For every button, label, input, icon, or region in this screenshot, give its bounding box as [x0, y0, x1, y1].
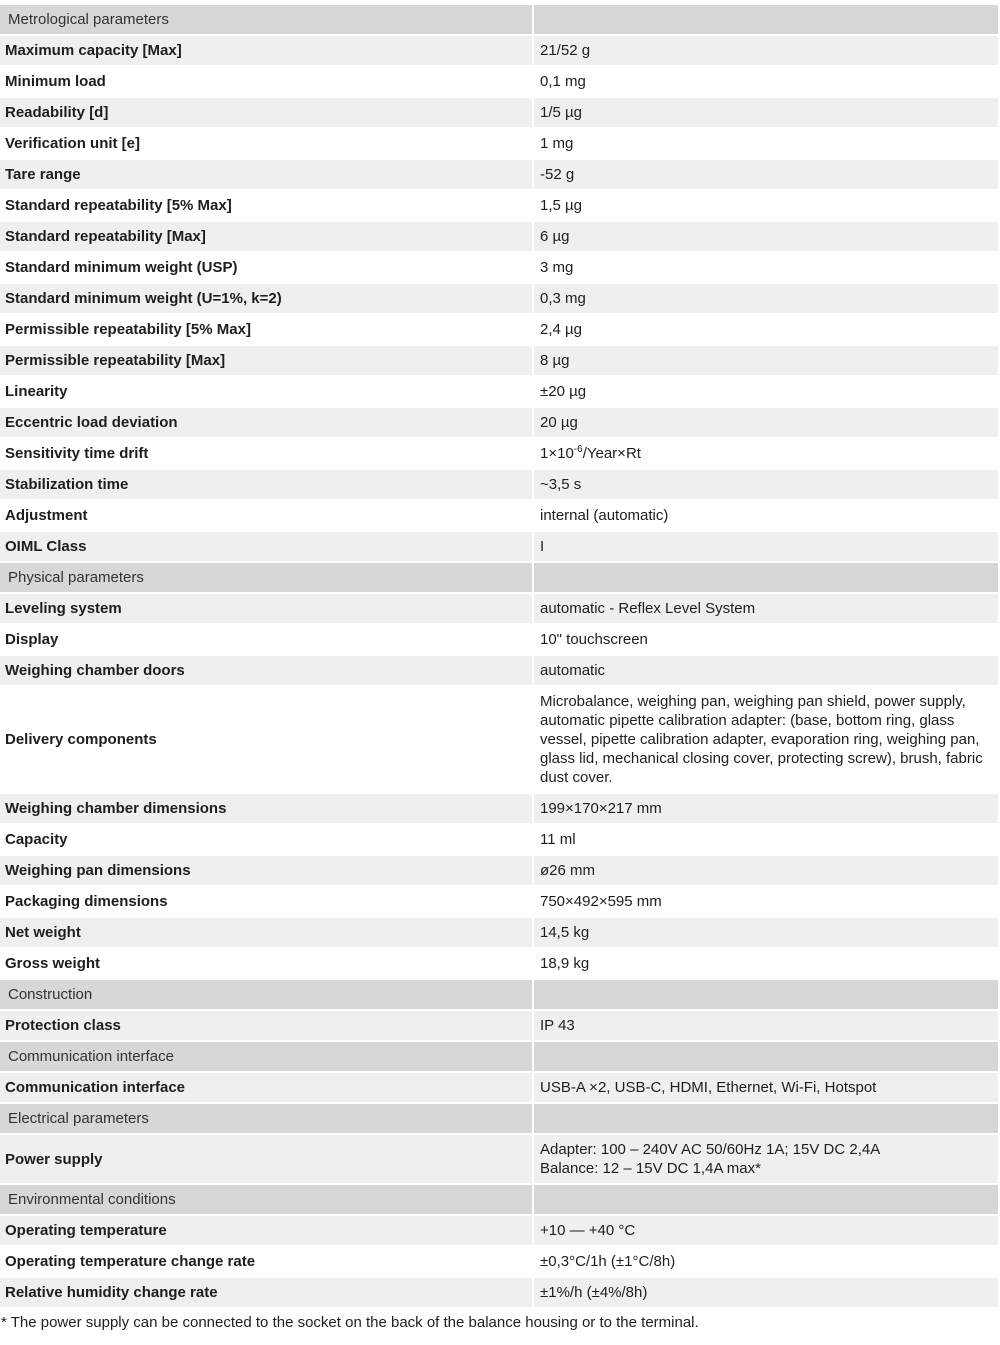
spec-label: Permissible repeatability [5% Max] — [0, 315, 534, 344]
spec-label: Capacity — [0, 825, 534, 854]
spec-label: Communication interface — [0, 1073, 534, 1102]
spec-label: Eccentric load deviation — [0, 408, 534, 437]
spec-value: +10 — +40 °C — [534, 1216, 998, 1245]
spec-row-readability-d — [0, 98, 998, 127]
section-title: Metrological parameters — [0, 5, 534, 34]
spec-row-standard-minimum-weight-u-1-k-2 — [0, 284, 998, 313]
spec-label: Protection class — [0, 1011, 534, 1040]
spec-label: Relative humidity change rate — [0, 1278, 534, 1307]
spec-label: Verification unit [e] — [0, 129, 534, 158]
spec-value: automatic — [534, 656, 998, 685]
spec-label: Delivery components — [0, 687, 534, 792]
spec-row-operating-temperature — [0, 1216, 998, 1245]
spec-label: Minimum load — [0, 67, 534, 96]
section-title: Electrical parameters — [0, 1104, 534, 1133]
spec-label: Adjustment — [0, 501, 534, 530]
spec-value: 8 µg — [534, 346, 998, 375]
spec-label: Packaging dimensions — [0, 887, 534, 916]
spec-row-standard-minimum-weight-usp — [0, 253, 998, 282]
spec-label: Display — [0, 625, 534, 654]
spec-row-delivery-components — [0, 687, 998, 792]
spec-label: Weighing pan dimensions — [0, 856, 534, 885]
spec-label: Weighing chamber dimensions — [0, 794, 534, 823]
spec-value: 20 µg — [534, 408, 998, 437]
spec-row-packaging-dimensions — [0, 887, 998, 916]
spec-value: ±1%/h (±4%/8h) — [534, 1278, 998, 1307]
spec-value: USB-A ×2, USB-C, HDMI, Ethernet, Wi-Fi, Hotspot — [534, 1073, 998, 1102]
section-header-physical-parameters — [0, 563, 998, 592]
section-title: Construction — [0, 980, 534, 1009]
spec-label: Operating temperature — [0, 1216, 534, 1245]
spec-row-adjustment — [0, 501, 998, 530]
spec-row-linearity — [0, 377, 998, 406]
spec-value: ±20 µg — [534, 377, 998, 406]
spec-label: Tare range — [0, 160, 534, 189]
spec-value: 0,1 mg — [534, 67, 998, 96]
spec-label: Power supply — [0, 1135, 534, 1183]
spec-label: Standard repeatability [5% Max] — [0, 191, 534, 220]
spec-label: Leveling system — [0, 594, 534, 623]
spec-row-capacity — [0, 825, 998, 854]
spec-row-eccentric-load-deviation — [0, 408, 998, 437]
value-exponent: -6 — [573, 444, 583, 455]
spec-row-oiml-class — [0, 532, 998, 561]
spec-label: Maximum capacity [Max] — [0, 36, 534, 65]
spec-value: 14,5 kg — [534, 918, 998, 947]
spec-label: Sensitivity time drift — [0, 439, 534, 468]
spec-value — [534, 439, 998, 468]
spec-row-power-supply — [0, 1135, 998, 1183]
spec-row-weighing-pan-dimensions — [0, 856, 998, 885]
value-unit: /Year×Rt — [582, 445, 641, 462]
spec-value: 10" touchscreen — [534, 625, 998, 654]
spec-value: -52 g — [534, 160, 998, 189]
spec-row-tare-range — [0, 160, 998, 189]
spec-label: Linearity — [0, 377, 534, 406]
section-header-spacer — [534, 1104, 998, 1133]
section-header-communication-interface — [0, 1042, 998, 1071]
value-line-adapter: Adapter: 100 – 240V AC 50/60Hz 1A; 15V DC 2,4A — [540, 1141, 881, 1158]
footnote: * The power supply can be connected to the socket on the back of the balance housing or to the terminal. — [1, 1314, 699, 1331]
spec-value: 11 ml — [534, 825, 998, 854]
value-line-balance: Balance: 12 – 15V DC 1,4A max* — [540, 1160, 761, 1177]
spec-row-verification-unit-e — [0, 129, 998, 158]
spec-row-leveling-system — [0, 594, 998, 623]
spec-value: internal (automatic) — [534, 501, 998, 530]
spec-row-relative-humidity-change-rate — [0, 1278, 998, 1307]
spec-row-net-weight — [0, 918, 998, 947]
spec-label: Standard minimum weight (U=1%, k=2) — [0, 284, 534, 313]
spec-label: Standard minimum weight (USP) — [0, 253, 534, 282]
spec-value: Microbalance, weighing pan, weighing pan shield, power supply, automatic pipette calibration adapter: (base, bottom ring, glass vessel, pipette calibration adapter, evaporation ring, weighing pan, glass lid, mechanical closing cover, protecting screw), brush, fabric dust cover. — [534, 687, 998, 792]
spec-label: Readability [d] — [0, 98, 534, 127]
section-title: Physical parameters — [0, 563, 534, 592]
spec-label: Stabilization time — [0, 470, 534, 499]
spec-value — [534, 1135, 998, 1183]
section-header-construction — [0, 980, 998, 1009]
spec-value: ø26 mm — [534, 856, 998, 885]
spec-row-sensitivity-time-drift — [0, 439, 998, 468]
section-header-spacer — [534, 563, 998, 592]
spec-value: 0,3 mg — [534, 284, 998, 313]
spec-row-operating-temperature-change-rate — [0, 1247, 998, 1276]
section-header-electrical-parameters — [0, 1104, 998, 1133]
spec-row-permissible-repeatability-max — [0, 346, 998, 375]
spec-row-gross-weight — [0, 949, 998, 978]
spec-row-weighing-chamber-dimensions — [0, 794, 998, 823]
spec-value: ~3,5 s — [534, 470, 998, 499]
spec-value: 1,5 µg — [534, 191, 998, 220]
spec-row-permissible-repeatability-5-max — [0, 315, 998, 344]
spec-label: Gross weight — [0, 949, 534, 978]
section-title: Environmental conditions — [0, 1185, 534, 1214]
spec-label: Net weight — [0, 918, 534, 947]
spec-row-maximum-capacity-max — [0, 36, 998, 65]
spec-label: Standard repeatability [Max] — [0, 222, 534, 251]
spec-label: OIML Class — [0, 532, 534, 561]
value-base: 1×10 — [540, 445, 574, 462]
spec-label: Permissible repeatability [Max] — [0, 346, 534, 375]
section-header-spacer — [534, 1042, 998, 1071]
spec-row-standard-repeatability-max — [0, 222, 998, 251]
spec-label: Operating temperature change rate — [0, 1247, 534, 1276]
spec-row-stabilization-time — [0, 470, 998, 499]
specifications-table — [0, 3, 998, 1309]
spec-value: ±0,3°C/1h (±1°C/8h) — [534, 1247, 998, 1276]
spec-row-protection-class — [0, 1011, 998, 1040]
spec-value: 6 µg — [534, 222, 998, 251]
spec-value: IP 43 — [534, 1011, 998, 1040]
spec-value: 18,9 kg — [534, 949, 998, 978]
spec-row-display — [0, 625, 998, 654]
spec-value: 1 mg — [534, 129, 998, 158]
spec-row-communication-interface — [0, 1073, 998, 1102]
spec-value: automatic - Reflex Level System — [534, 594, 998, 623]
section-header-spacer — [534, 5, 998, 34]
spec-value: 750×492×595 mm — [534, 887, 998, 916]
section-header-spacer — [534, 1185, 998, 1214]
section-header-metrological-parameters — [0, 5, 998, 34]
spec-value: 21/52 g — [534, 36, 998, 65]
section-header-environmental-conditions — [0, 1185, 998, 1214]
spec-label: Weighing chamber doors — [0, 656, 534, 685]
spec-row-minimum-load — [0, 67, 998, 96]
section-title: Communication interface — [0, 1042, 534, 1071]
section-header-spacer — [534, 980, 998, 1009]
spec-value: 2,4 µg — [534, 315, 998, 344]
spec-value: 3 mg — [534, 253, 998, 282]
spec-value: 1/5 µg — [534, 98, 998, 127]
spec-row-standard-repeatability-5-max — [0, 191, 998, 220]
spec-value: 199×170×217 mm — [534, 794, 998, 823]
spec-value: I — [534, 532, 998, 561]
specifications-body — [0, 5, 998, 1307]
spec-row-weighing-chamber-doors — [0, 656, 998, 685]
